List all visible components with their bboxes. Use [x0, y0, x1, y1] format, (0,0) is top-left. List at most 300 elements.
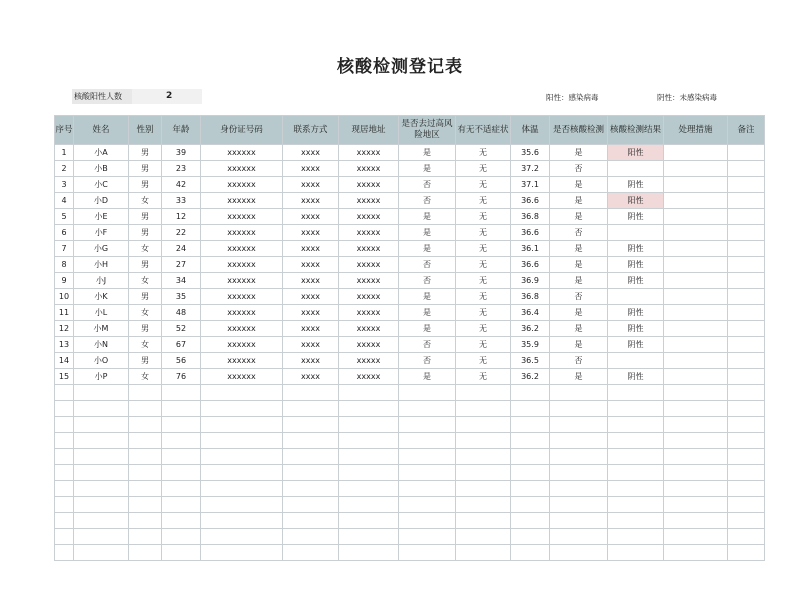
table-cell[interactable]: 无: [456, 257, 511, 273]
table-cell[interactable]: 小M: [74, 321, 129, 337]
empty-cell[interactable]: [608, 529, 664, 545]
empty-cell[interactable]: [55, 417, 74, 433]
empty-cell[interactable]: [283, 401, 339, 417]
table-cell[interactable]: 56: [162, 353, 201, 369]
empty-cell[interactable]: [162, 529, 201, 545]
table-cell[interactable]: xxxxxx: [201, 305, 283, 321]
empty-cell[interactable]: [55, 529, 74, 545]
table-cell[interactable]: xxxxxx: [201, 369, 283, 385]
empty-cell[interactable]: [511, 545, 550, 561]
table-cell[interactable]: 无: [456, 305, 511, 321]
table-cell[interactable]: 36.2: [511, 369, 550, 385]
empty-cell[interactable]: [162, 545, 201, 561]
table-cell[interactable]: 无: [456, 369, 511, 385]
empty-cell[interactable]: [74, 449, 129, 465]
table-cell[interactable]: 阳性: [608, 193, 664, 209]
table-cell[interactable]: 小O: [74, 353, 129, 369]
column-header[interactable]: 姓名: [74, 116, 129, 145]
table-cell[interactable]: 36.6: [511, 225, 550, 241]
table-cell[interactable]: xxxxx: [339, 353, 399, 369]
table-cell[interactable]: [608, 353, 664, 369]
empty-cell[interactable]: [399, 433, 456, 449]
empty-cell[interactable]: [664, 465, 728, 481]
empty-cell[interactable]: [55, 545, 74, 561]
empty-cell[interactable]: [608, 401, 664, 417]
table-cell[interactable]: [664, 177, 728, 193]
table-cell[interactable]: 无: [456, 289, 511, 305]
table-cell[interactable]: xxxx: [283, 289, 339, 305]
empty-cell[interactable]: [339, 529, 399, 545]
table-cell[interactable]: [728, 257, 765, 273]
table-cell[interactable]: 男: [129, 177, 162, 193]
table-cell[interactable]: xxxx: [283, 353, 339, 369]
empty-cell[interactable]: [608, 449, 664, 465]
table-cell[interactable]: 是: [550, 257, 608, 273]
table-cell[interactable]: [728, 369, 765, 385]
table-cell[interactable]: [728, 161, 765, 177]
table-cell[interactable]: xxxxx: [339, 289, 399, 305]
empty-cell[interactable]: [201, 545, 283, 561]
column-header[interactable]: 体温: [511, 116, 550, 145]
table-cell[interactable]: 36.8: [511, 289, 550, 305]
table-cell[interactable]: 无: [456, 321, 511, 337]
table-cell[interactable]: [728, 193, 765, 209]
column-header[interactable]: 处理措施: [664, 116, 728, 145]
empty-cell[interactable]: [456, 465, 511, 481]
table-cell[interactable]: 2: [55, 161, 74, 177]
table-cell[interactable]: 36.1: [511, 241, 550, 257]
empty-cell[interactable]: [129, 545, 162, 561]
column-header[interactable]: 身份证号码: [201, 116, 283, 145]
table-cell[interactable]: 9: [55, 273, 74, 289]
empty-cell[interactable]: [728, 497, 765, 513]
column-header[interactable]: 有无不适症状: [456, 116, 511, 145]
table-cell[interactable]: 1: [55, 145, 74, 161]
empty-cell[interactable]: [55, 385, 74, 401]
empty-cell[interactable]: [511, 497, 550, 513]
table-cell[interactable]: 女: [129, 193, 162, 209]
empty-cell[interactable]: [339, 497, 399, 513]
empty-cell[interactable]: [608, 513, 664, 529]
table-cell[interactable]: 男: [129, 321, 162, 337]
table-cell[interactable]: [664, 193, 728, 209]
empty-cell[interactable]: [283, 449, 339, 465]
table-cell[interactable]: xxxx: [283, 337, 339, 353]
empty-cell[interactable]: [339, 449, 399, 465]
empty-cell[interactable]: [399, 401, 456, 417]
table-cell[interactable]: [728, 305, 765, 321]
table-cell[interactable]: 小P: [74, 369, 129, 385]
table-cell[interactable]: 是: [399, 225, 456, 241]
table-cell[interactable]: 否: [399, 257, 456, 273]
table-cell[interactable]: 是: [550, 241, 608, 257]
table-cell[interactable]: xxxx: [283, 161, 339, 177]
table-cell[interactable]: 22: [162, 225, 201, 241]
table-cell[interactable]: 36.8: [511, 209, 550, 225]
empty-cell[interactable]: [129, 401, 162, 417]
table-cell[interactable]: 女: [129, 273, 162, 289]
empty-cell[interactable]: [456, 417, 511, 433]
table-cell[interactable]: 阴性: [608, 337, 664, 353]
empty-cell[interactable]: [728, 481, 765, 497]
table-cell[interactable]: [728, 241, 765, 257]
empty-cell[interactable]: [456, 545, 511, 561]
table-cell[interactable]: 33: [162, 193, 201, 209]
empty-cell[interactable]: [728, 513, 765, 529]
empty-cell[interactable]: [550, 401, 608, 417]
table-cell[interactable]: xxxxx: [339, 321, 399, 337]
empty-cell[interactable]: [550, 513, 608, 529]
empty-cell[interactable]: [728, 529, 765, 545]
empty-cell[interactable]: [201, 481, 283, 497]
table-cell[interactable]: xxxxxx: [201, 209, 283, 225]
table-cell[interactable]: 35: [162, 289, 201, 305]
table-cell[interactable]: 无: [456, 241, 511, 257]
empty-cell[interactable]: [162, 513, 201, 529]
table-cell[interactable]: 无: [456, 161, 511, 177]
table-cell[interactable]: 男: [129, 257, 162, 273]
table-cell[interactable]: 35.6: [511, 145, 550, 161]
table-cell[interactable]: 无: [456, 353, 511, 369]
empty-cell[interactable]: [608, 465, 664, 481]
empty-cell[interactable]: [129, 417, 162, 433]
table-cell[interactable]: xxxx: [283, 241, 339, 257]
empty-cell[interactable]: [74, 497, 129, 513]
empty-cell[interactable]: [399, 481, 456, 497]
table-cell[interactable]: 小E: [74, 209, 129, 225]
empty-cell[interactable]: [283, 545, 339, 561]
empty-cell[interactable]: [608, 417, 664, 433]
table-cell[interactable]: 是: [399, 145, 456, 161]
empty-cell[interactable]: [201, 433, 283, 449]
table-cell[interactable]: [664, 257, 728, 273]
empty-cell[interactable]: [162, 465, 201, 481]
empty-cell[interactable]: [608, 433, 664, 449]
table-cell[interactable]: 37.1: [511, 177, 550, 193]
table-cell[interactable]: 小C: [74, 177, 129, 193]
table-cell[interactable]: 小H: [74, 257, 129, 273]
table-cell[interactable]: 女: [129, 369, 162, 385]
empty-cell[interactable]: [608, 385, 664, 401]
table-cell[interactable]: 10: [55, 289, 74, 305]
empty-cell[interactable]: [339, 481, 399, 497]
empty-cell[interactable]: [511, 401, 550, 417]
table-cell[interactable]: 是: [550, 273, 608, 289]
table-cell[interactable]: [664, 289, 728, 305]
table-cell[interactable]: 是: [550, 145, 608, 161]
table-cell[interactable]: xxxxxx: [201, 193, 283, 209]
table-cell[interactable]: [664, 241, 728, 257]
empty-cell[interactable]: [201, 385, 283, 401]
table-cell[interactable]: 76: [162, 369, 201, 385]
table-cell[interactable]: 42: [162, 177, 201, 193]
table-cell[interactable]: [728, 353, 765, 369]
empty-cell[interactable]: [283, 385, 339, 401]
table-cell[interactable]: xxxxxx: [201, 353, 283, 369]
column-header[interactable]: 是否核酸检测: [550, 116, 608, 145]
empty-cell[interactable]: [339, 401, 399, 417]
table-cell[interactable]: [664, 209, 728, 225]
table-cell[interactable]: 3: [55, 177, 74, 193]
table-cell[interactable]: 男: [129, 225, 162, 241]
table-cell[interactable]: xxxxxx: [201, 273, 283, 289]
table-cell[interactable]: 无: [456, 177, 511, 193]
empty-cell[interactable]: [201, 465, 283, 481]
table-cell[interactable]: 15: [55, 369, 74, 385]
empty-cell[interactable]: [74, 481, 129, 497]
empty-cell[interactable]: [511, 481, 550, 497]
empty-cell[interactable]: [129, 385, 162, 401]
empty-cell[interactable]: [55, 401, 74, 417]
table-cell[interactable]: xxxxx: [339, 161, 399, 177]
table-cell[interactable]: 小N: [74, 337, 129, 353]
table-cell[interactable]: xxxx: [283, 225, 339, 241]
table-cell[interactable]: 11: [55, 305, 74, 321]
table-cell[interactable]: 是: [550, 321, 608, 337]
table-cell[interactable]: 12: [162, 209, 201, 225]
empty-cell[interactable]: [399, 529, 456, 545]
empty-cell[interactable]: [511, 513, 550, 529]
table-cell[interactable]: 无: [456, 145, 511, 161]
table-cell[interactable]: xxxxx: [339, 273, 399, 289]
table-cell[interactable]: [728, 289, 765, 305]
table-cell[interactable]: xxxx: [283, 257, 339, 273]
table-cell[interactable]: 否: [399, 353, 456, 369]
empty-cell[interactable]: [74, 465, 129, 481]
empty-cell[interactable]: [283, 433, 339, 449]
empty-cell[interactable]: [456, 529, 511, 545]
empty-cell[interactable]: [456, 497, 511, 513]
empty-cell[interactable]: [55, 465, 74, 481]
empty-cell[interactable]: [511, 465, 550, 481]
empty-cell[interactable]: [201, 497, 283, 513]
table-cell[interactable]: 否: [399, 273, 456, 289]
table-cell[interactable]: [664, 305, 728, 321]
table-cell[interactable]: 否: [550, 289, 608, 305]
table-cell[interactable]: 是: [399, 305, 456, 321]
table-cell[interactable]: 36.2: [511, 321, 550, 337]
table-cell[interactable]: 无: [456, 273, 511, 289]
table-cell[interactable]: 阴性: [608, 321, 664, 337]
empty-cell[interactable]: [399, 417, 456, 433]
empty-cell[interactable]: [728, 465, 765, 481]
empty-cell[interactable]: [664, 417, 728, 433]
table-cell[interactable]: 24: [162, 241, 201, 257]
empty-cell[interactable]: [162, 401, 201, 417]
table-cell[interactable]: [728, 337, 765, 353]
table-cell[interactable]: 13: [55, 337, 74, 353]
table-cell[interactable]: [664, 225, 728, 241]
table-cell[interactable]: 阴性: [608, 305, 664, 321]
empty-cell[interactable]: [129, 465, 162, 481]
table-cell[interactable]: xxxx: [283, 193, 339, 209]
table-cell[interactable]: 是: [399, 321, 456, 337]
empty-cell[interactable]: [74, 401, 129, 417]
table-cell[interactable]: 否: [550, 225, 608, 241]
table-cell[interactable]: xxxxxx: [201, 225, 283, 241]
empty-cell[interactable]: [399, 465, 456, 481]
empty-cell[interactable]: [129, 529, 162, 545]
table-cell[interactable]: xxxxx: [339, 241, 399, 257]
table-cell[interactable]: 无: [456, 193, 511, 209]
table-cell[interactable]: 是: [399, 241, 456, 257]
table-cell[interactable]: 小L: [74, 305, 129, 321]
empty-cell[interactable]: [283, 481, 339, 497]
table-cell[interactable]: xxxxx: [339, 257, 399, 273]
table-cell[interactable]: 是: [399, 289, 456, 305]
empty-cell[interactable]: [55, 481, 74, 497]
empty-cell[interactable]: [74, 545, 129, 561]
table-cell[interactable]: 是: [550, 193, 608, 209]
table-cell[interactable]: 12: [55, 321, 74, 337]
table-cell[interactable]: 67: [162, 337, 201, 353]
empty-cell[interactable]: [728, 449, 765, 465]
column-header[interactable]: 年龄: [162, 116, 201, 145]
table-cell[interactable]: 阴性: [608, 177, 664, 193]
empty-cell[interactable]: [283, 529, 339, 545]
empty-cell[interactable]: [201, 401, 283, 417]
empty-cell[interactable]: [162, 497, 201, 513]
table-cell[interactable]: 男: [129, 209, 162, 225]
empty-cell[interactable]: [55, 433, 74, 449]
empty-cell[interactable]: [74, 385, 129, 401]
table-cell[interactable]: 阴性: [608, 369, 664, 385]
empty-cell[interactable]: [456, 481, 511, 497]
column-header[interactable]: 序号: [55, 116, 74, 145]
table-cell[interactable]: [728, 177, 765, 193]
empty-cell[interactable]: [162, 449, 201, 465]
table-cell[interactable]: [728, 321, 765, 337]
empty-cell[interactable]: [728, 401, 765, 417]
table-cell[interactable]: 男: [129, 161, 162, 177]
empty-cell[interactable]: [550, 433, 608, 449]
empty-cell[interactable]: [129, 513, 162, 529]
table-cell[interactable]: [664, 145, 728, 161]
empty-cell[interactable]: [550, 465, 608, 481]
table-cell[interactable]: 是: [550, 305, 608, 321]
table-cell[interactable]: xxxxx: [339, 209, 399, 225]
table-cell[interactable]: xxxxx: [339, 177, 399, 193]
table-cell[interactable]: 是: [399, 369, 456, 385]
empty-cell[interactable]: [74, 417, 129, 433]
table-cell[interactable]: [608, 289, 664, 305]
empty-cell[interactable]: [608, 545, 664, 561]
empty-cell[interactable]: [201, 417, 283, 433]
table-cell[interactable]: xxxxxx: [201, 289, 283, 305]
empty-cell[interactable]: [728, 433, 765, 449]
table-cell[interactable]: 小G: [74, 241, 129, 257]
empty-cell[interactable]: [129, 497, 162, 513]
table-cell[interactable]: xxxxx: [339, 193, 399, 209]
empty-cell[interactable]: [339, 433, 399, 449]
table-cell[interactable]: 否: [550, 353, 608, 369]
empty-cell[interactable]: [550, 545, 608, 561]
table-cell[interactable]: [728, 225, 765, 241]
table-cell[interactable]: xxxxx: [339, 145, 399, 161]
table-cell[interactable]: 36.5: [511, 353, 550, 369]
empty-cell[interactable]: [728, 545, 765, 561]
empty-cell[interactable]: [511, 449, 550, 465]
table-cell[interactable]: 是: [399, 209, 456, 225]
table-cell[interactable]: [664, 337, 728, 353]
table-cell[interactable]: 4: [55, 193, 74, 209]
table-cell[interactable]: 无: [456, 225, 511, 241]
table-cell[interactable]: 是: [550, 369, 608, 385]
table-cell[interactable]: [728, 273, 765, 289]
table-cell[interactable]: 36.6: [511, 193, 550, 209]
table-cell[interactable]: [664, 321, 728, 337]
empty-cell[interactable]: [283, 465, 339, 481]
table-cell[interactable]: xxxxxx: [201, 337, 283, 353]
empty-cell[interactable]: [399, 449, 456, 465]
table-cell[interactable]: 23: [162, 161, 201, 177]
table-cell[interactable]: [608, 161, 664, 177]
table-cell[interactable]: 8: [55, 257, 74, 273]
empty-cell[interactable]: [456, 513, 511, 529]
table-cell[interactable]: 小J: [74, 273, 129, 289]
table-cell[interactable]: xxxxx: [339, 225, 399, 241]
empty-cell[interactable]: [511, 529, 550, 545]
table-cell[interactable]: 37.2: [511, 161, 550, 177]
empty-cell[interactable]: [511, 433, 550, 449]
table-cell[interactable]: xxxx: [283, 369, 339, 385]
empty-cell[interactable]: [664, 449, 728, 465]
empty-cell[interactable]: [664, 401, 728, 417]
empty-cell[interactable]: [55, 449, 74, 465]
table-cell[interactable]: 是: [399, 161, 456, 177]
empty-cell[interactable]: [283, 417, 339, 433]
empty-cell[interactable]: [456, 449, 511, 465]
column-header[interactable]: 联系方式: [283, 116, 339, 145]
empty-cell[interactable]: [664, 433, 728, 449]
empty-cell[interactable]: [728, 385, 765, 401]
table-cell[interactable]: 36.6: [511, 257, 550, 273]
table-cell[interactable]: 是: [550, 337, 608, 353]
table-cell[interactable]: 女: [129, 241, 162, 257]
table-cell[interactable]: xxxx: [283, 177, 339, 193]
table-cell[interactable]: 阳性: [608, 145, 664, 161]
table-cell[interactable]: 小D: [74, 193, 129, 209]
empty-cell[interactable]: [608, 497, 664, 513]
empty-cell[interactable]: [339, 545, 399, 561]
table-cell[interactable]: [608, 225, 664, 241]
table-cell[interactable]: 阴性: [608, 241, 664, 257]
table-cell[interactable]: 否: [399, 193, 456, 209]
table-cell[interactable]: xxxxxx: [201, 257, 283, 273]
empty-cell[interactable]: [664, 545, 728, 561]
table-cell[interactable]: 5: [55, 209, 74, 225]
empty-cell[interactable]: [162, 433, 201, 449]
empty-cell[interactable]: [162, 385, 201, 401]
table-cell[interactable]: 否: [399, 177, 456, 193]
table-cell[interactable]: [728, 209, 765, 225]
table-cell[interactable]: 小F: [74, 225, 129, 241]
table-cell[interactable]: 小K: [74, 289, 129, 305]
table-cell[interactable]: [664, 161, 728, 177]
empty-cell[interactable]: [456, 385, 511, 401]
empty-cell[interactable]: [339, 513, 399, 529]
table-cell[interactable]: xxxx: [283, 273, 339, 289]
table-cell[interactable]: xxxxxx: [201, 145, 283, 161]
empty-cell[interactable]: [283, 513, 339, 529]
empty-cell[interactable]: [550, 529, 608, 545]
empty-cell[interactable]: [399, 545, 456, 561]
empty-cell[interactable]: [399, 497, 456, 513]
empty-cell[interactable]: [74, 433, 129, 449]
table-cell[interactable]: 无: [456, 337, 511, 353]
empty-cell[interactable]: [608, 481, 664, 497]
table-cell[interactable]: 小A: [74, 145, 129, 161]
